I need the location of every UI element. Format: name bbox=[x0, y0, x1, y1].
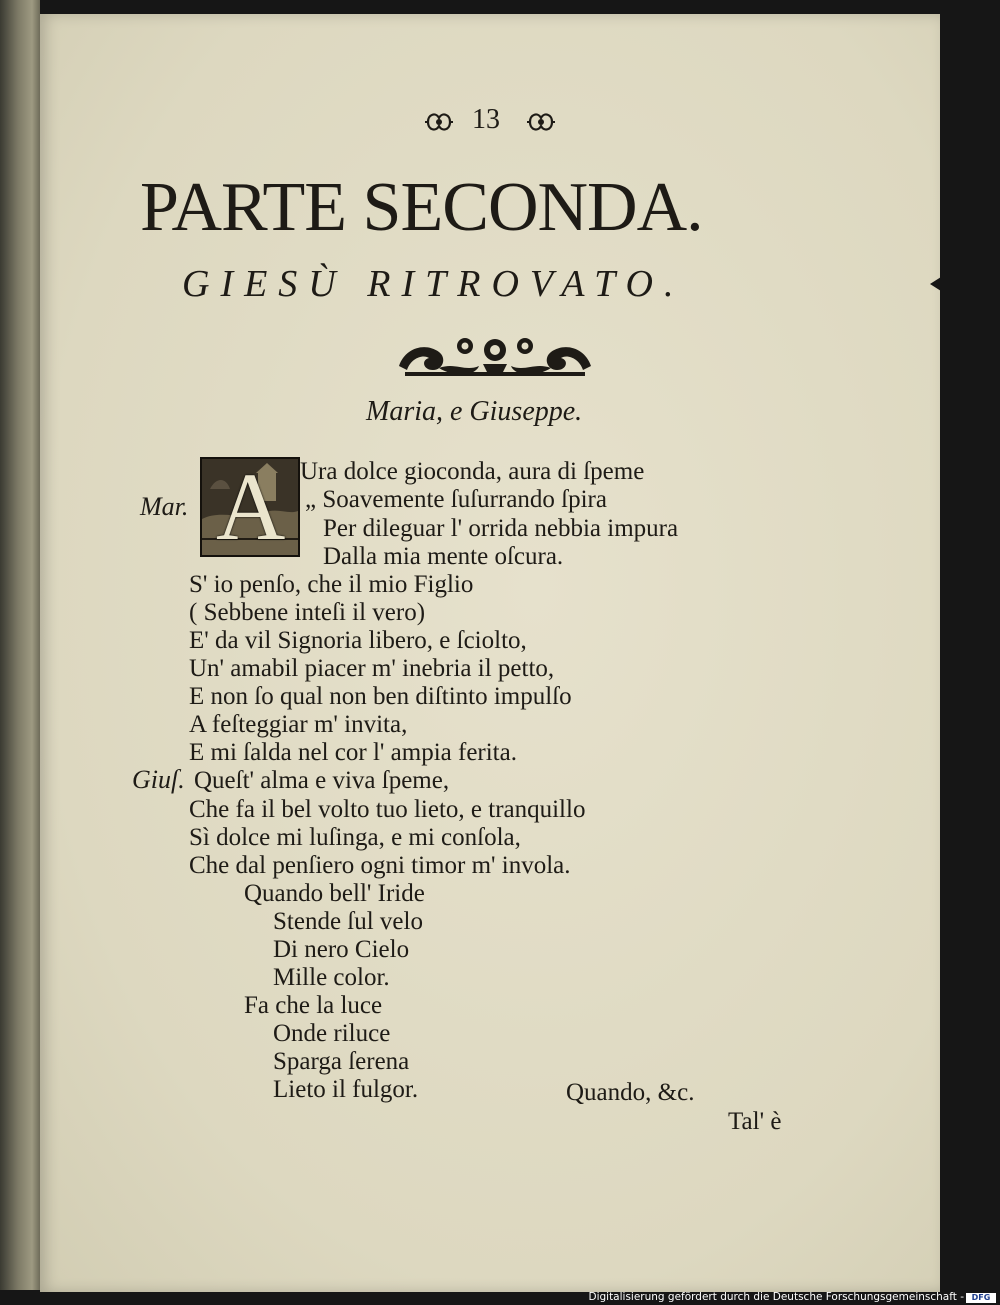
verse-line: „ Soavemente ſuſurrando ſpira bbox=[305, 486, 607, 513]
verse-line: Un' amabil piacer m' inebria il petto, bbox=[189, 655, 555, 682]
verse-line: E' da vil Signoria libero, e ſciolto, bbox=[189, 627, 527, 654]
characters-line: Maria, e Giuseppe. bbox=[366, 396, 583, 427]
aria-da-capo-cue: Quando, &c. bbox=[566, 1079, 695, 1106]
speaker-label-giuseppe: Giuſ. bbox=[132, 765, 185, 794]
catchword: Tal' è bbox=[728, 1108, 782, 1135]
verse-line: Per dileguar l' orrida nebbia impura bbox=[323, 515, 679, 542]
aria-line: Stende ſul velo bbox=[273, 908, 423, 935]
verse-line: Ura dolce gioconda, aura di ſpeme bbox=[300, 458, 645, 485]
aria-line: Sparga ſerena bbox=[273, 1048, 410, 1075]
verse-line: Sì dolce mi luſinga, e mi conſola, bbox=[189, 824, 521, 851]
page-title: PARTE SECONDA. bbox=[140, 169, 703, 246]
page-notch bbox=[930, 270, 952, 298]
aria-line: Lieto il fulgor. bbox=[273, 1076, 419, 1103]
verse-line: Queſt' alma e viva ſpeme, bbox=[194, 767, 450, 794]
scan-background bbox=[940, 14, 1000, 1292]
aria-line: Fa che la luce bbox=[244, 992, 383, 1019]
fleuron-left-icon bbox=[424, 108, 454, 136]
decorated-initial bbox=[200, 457, 300, 557]
aria-line: Quando bell' Iride bbox=[244, 880, 425, 907]
page-subtitle: GIESÙ RITROVATO. bbox=[182, 263, 685, 305]
page-number: 13 bbox=[472, 104, 500, 135]
fleuron-right-icon bbox=[526, 108, 556, 136]
initial-letter: A bbox=[216, 457, 286, 557]
aria-line: Mille color. bbox=[273, 964, 390, 991]
verse-line: Dalla mia mente oſcura. bbox=[323, 543, 564, 570]
digitization-credit: Digitalisierung gefördert durch die Deutsche Forschungsgemeinschaft - bbox=[588, 1291, 964, 1303]
verse-line: E mi ſalda nel cor l' ampia ferita. bbox=[189, 739, 517, 766]
aria-line: Onde riluce bbox=[273, 1020, 391, 1047]
speaker-label-maria: Mar. bbox=[140, 492, 189, 521]
dfg-logo: DFG bbox=[966, 1293, 996, 1303]
headpiece-ornament-icon bbox=[395, 328, 595, 383]
verse-line: E non ſo qual non ben diſtinto impulſo bbox=[189, 683, 572, 710]
verse-line: A feſteggiar m' invita, bbox=[189, 711, 408, 738]
verse-line: Che dal penſiero ogni timor m' invola. bbox=[189, 852, 571, 879]
verse-line: S' io penſo, che il mio Figlio bbox=[189, 571, 474, 598]
previous-page-edge bbox=[0, 0, 40, 1290]
aria-line: Di nero Cielo bbox=[273, 936, 410, 963]
verse-line: ( Sebbene inteſi il vero) bbox=[189, 599, 426, 626]
verse-line: Che fa il bel volto tuo lieto, e tranquillo bbox=[189, 796, 586, 823]
